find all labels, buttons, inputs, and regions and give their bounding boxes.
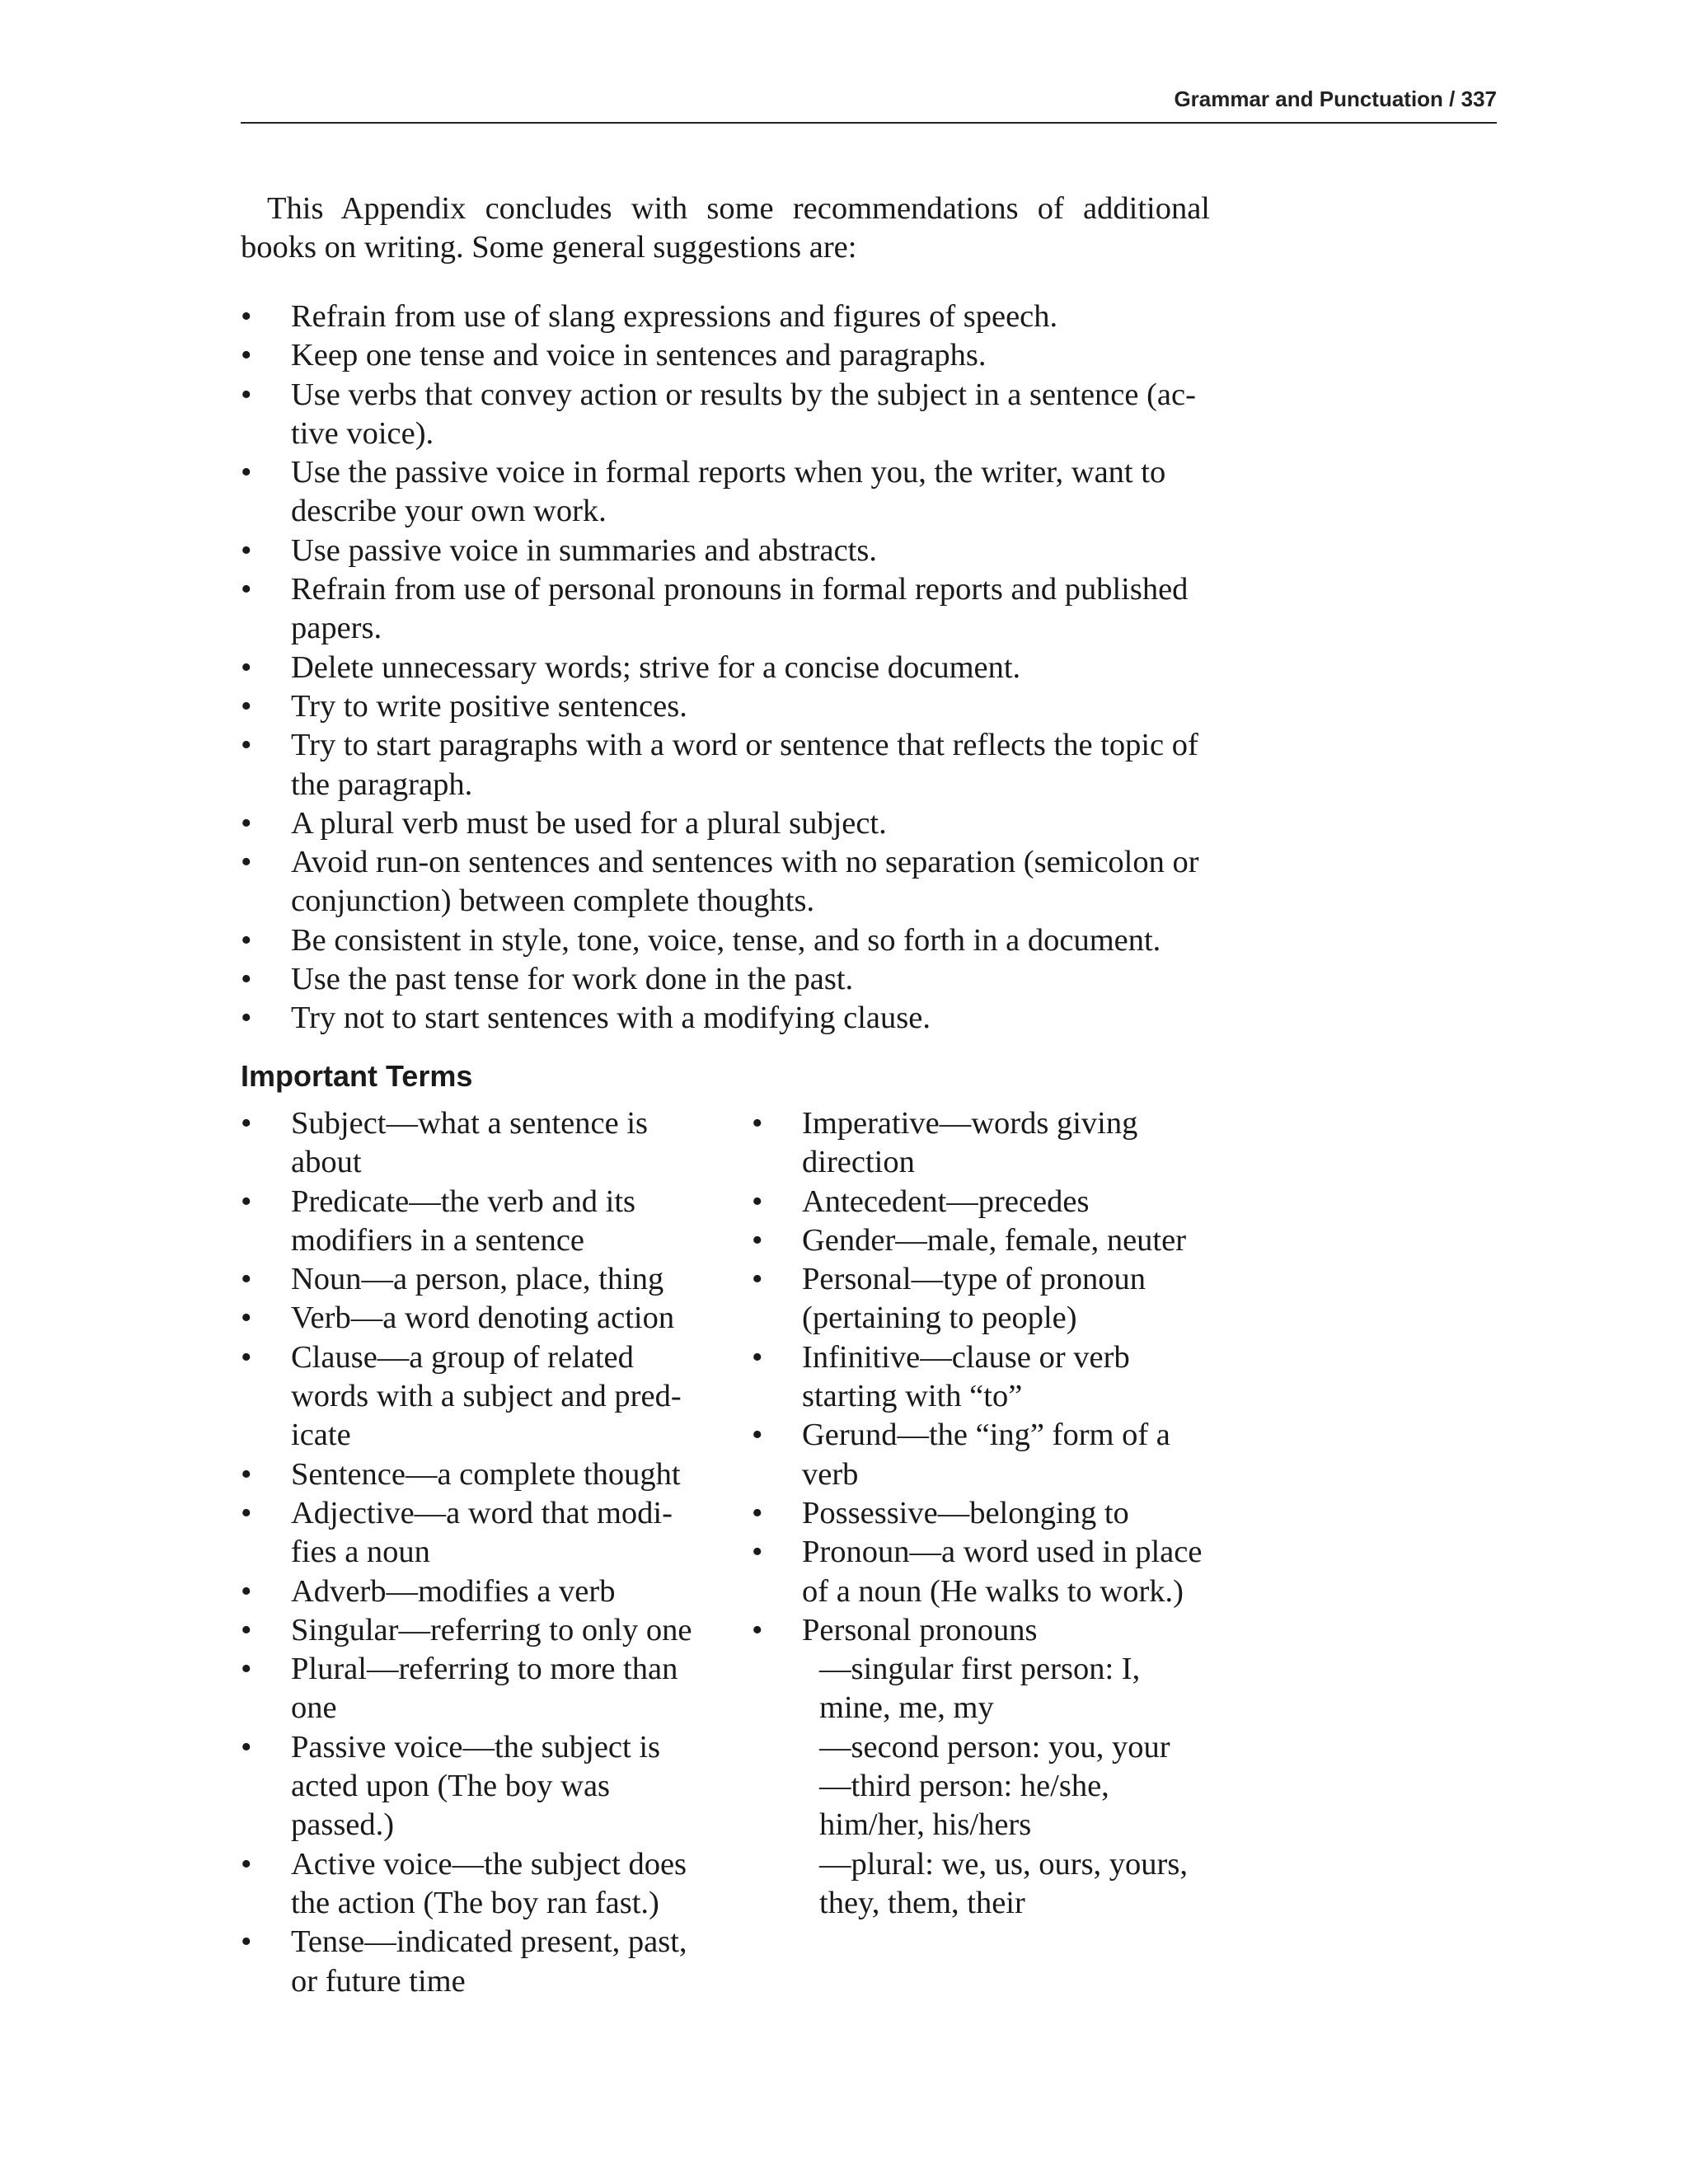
term-item [241,1183,710,1261]
bullet: • [241,688,252,724]
term-item [752,1104,1213,1183]
term-item [241,1845,710,1924]
list-item-text: Refrain from use of slang expressions and figures of speech. [291,299,1058,334]
term-item [241,1572,710,1611]
bullet: • [241,572,252,607]
intro-paragraph: This Appendix concludes with some recommendations of additional books on writing. Some general suggestions are: [241,191,1210,265]
list-item [241,532,1210,570]
term-item [752,1221,1213,1260]
list-item [241,336,1210,375]
term-item [752,1494,1213,1533]
term-text: Pronoun—a word used in place of a noun (He walks to work.) [802,1535,1203,1609]
pronoun-subitem: —second person: you, your [819,1729,1170,1765]
bullet: • [241,1612,252,1647]
list-item [241,726,1210,804]
suggestions-list [241,298,1210,1038]
pronoun-subitem: —third person: he/she, him/her, his/hers [819,1769,1109,1843]
list-item-text: Use the passive voice in formal reports when you, the writer, want to describe your own work. [291,455,1166,529]
bullet: • [752,1495,763,1530]
bullet: • [241,1339,252,1375]
section-heading: Important Terms [241,1059,473,1093]
list-item-text: Refrain from use of personal pronouns in formal reports and published papers. [291,572,1189,646]
bullet: • [752,1612,763,1647]
bullet: • [241,1106,252,1141]
bullet: • [241,1262,252,1297]
bullet: • [752,1106,763,1141]
bullet: • [241,338,252,373]
list-item [241,649,1210,687]
list-item [241,453,1210,532]
term-item [241,1299,710,1338]
term-text: Predicate—the verb and its modifiers in a sentence [291,1183,636,1258]
list-item [241,843,1210,921]
term-item [241,1611,710,1650]
term-item [241,1728,710,1845]
term-text: Clause—a group of related words with a subject and pred-icate [291,1339,682,1453]
personal-pronouns-list [802,1650,1213,1923]
bullet: • [752,1222,763,1258]
bullet: • [241,377,252,412]
term-text: Antecedent—precedes [802,1183,1090,1219]
bullet: • [241,1729,252,1765]
term-text: Imperative—words giving direction [802,1106,1138,1180]
terms-list-right [752,1104,1213,1923]
list-item-text: A plural verb must be used for a plural subject. [291,805,887,841]
bullet: • [241,299,252,334]
list-item-text: Use passive voice in summaries and abstracts. [291,532,877,568]
bullet: • [241,1456,252,1492]
term-item [752,1611,1213,1923]
bullet: • [752,1339,763,1375]
term-text: Adverb—modifies a verb [291,1573,616,1609]
term-item [752,1416,1213,1494]
term-item [752,1533,1213,1611]
list-item [241,960,1210,999]
term-item [752,1183,1213,1221]
term-text: Tense—indicated present, past, or future time [291,1924,687,1999]
list-item-text: Be consistent in style, tone, voice, tense, and so forth in a document. [291,922,1161,958]
term-text: Plural—referring to more than one [291,1652,678,1726]
bullet: • [752,1183,763,1219]
term-item [752,1338,1213,1417]
term-text: Adjective—a word that modi-fies a noun [291,1495,673,1570]
term-text: Singular—referring to only one [291,1612,692,1647]
bullet: • [241,845,252,880]
bullet: • [752,1535,763,1570]
term-text: Sentence—a complete thought [291,1456,681,1492]
list-item-text: Try not to start sentences with a modifying clause. [291,1001,931,1036]
terms-list-left [241,1104,710,2001]
term-item [241,1260,710,1299]
bullet: • [241,922,252,958]
term-text: Passive voice—the subject is acted upon (The boy was passed.) [291,1729,661,1843]
term-text: Noun—a person, place, thing [291,1262,664,1297]
bullet: • [241,1846,252,1882]
term-text: Gender—male, female, neuter [802,1222,1187,1258]
list-item [241,921,1210,960]
list-item [241,298,1210,336]
bullet: • [241,1652,252,1687]
list-item-text: Delete unnecessary words; strive for a concise document. [291,649,1021,685]
bullet: • [241,1495,252,1530]
bullet: • [241,962,252,997]
term-text: Subject—what a sentence is about [291,1106,648,1180]
bullet: • [241,1924,252,1960]
bullet: • [241,805,252,841]
term-text: Personal pronouns [802,1612,1038,1647]
term-item [241,1650,710,1728]
list-item [241,687,1210,726]
term-text: Possessive—belonging to [802,1495,1129,1530]
list-item-text: Use the past tense for work done in the past. [291,962,854,997]
term-text: Personal—type of pronoun (pertaining to people) [802,1262,1146,1336]
term-item [241,1455,710,1494]
term-text: Active voice—the subject does the action (The boy ran fast.) [291,1846,687,1920]
bullet: • [241,1183,252,1219]
bullet: • [241,649,252,685]
bullet: • [241,532,252,568]
bullet: • [241,728,252,763]
bullet: • [752,1418,763,1453]
term-item [752,1260,1213,1338]
list-item-text: Try to start paragraphs with a word or sentence that reflects the topic of the paragraph. [291,728,1198,802]
pronoun-subitem: —singular first person: I, mine, me, my [819,1652,1141,1726]
list-item-text: Avoid run-on sentences and sentences with no separation (semicolon or conjunction) between complete thoughts. [291,845,1199,919]
list-item-text: Use verbs that convey action or results by the subject in a sentence (ac-tive voice). [291,377,1196,451]
term-text: Infinitive—clause or verb starting with “to” [802,1339,1130,1414]
term-text: Verb—a word denoting action [291,1301,675,1336]
list-item-text: Try to write positive sentences. [291,688,687,724]
pronoun-subitem: —plural: we, us, ours, yours, they, them, their [819,1846,1188,1920]
term-item [241,1338,710,1455]
term-item [241,1104,710,1183]
bullet: • [241,1001,252,1036]
bullet: • [241,455,252,490]
running-head: Grammar and Punctuation / 337 [1174,87,1497,111]
list-item [241,376,1210,454]
running-header [241,82,1497,124]
bullet: • [241,1573,252,1609]
list-item [241,804,1210,843]
term-item [241,1494,710,1572]
list-item [241,570,1210,649]
term-item [241,1923,710,2001]
list-item-text: Keep one tense and voice in sentences and paragraphs. [291,338,987,373]
list-item [241,999,1210,1038]
bullet: • [752,1262,763,1297]
bullet: • [241,1301,252,1336]
term-text: Gerund—the “ing” form of a verb [802,1418,1170,1492]
